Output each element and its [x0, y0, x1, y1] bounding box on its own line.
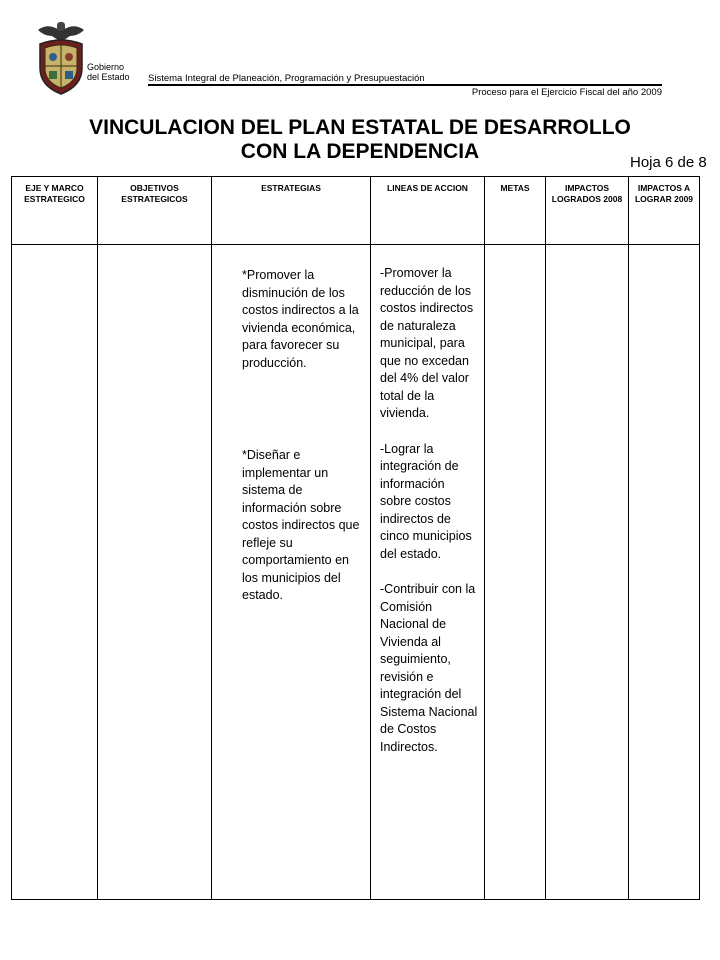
- header-divider: [148, 84, 662, 86]
- linea-item: -Promover la reducción de los costos indirectos de naturaleza municipal, para que no excedan del 4% del valor total de la vivienda.: [380, 266, 474, 420]
- estrategia-item: *Diseñar e implementar un sistema de información sobre costos indirectos que refleje su comportamiento en los municipios del estado.: [242, 448, 360, 602]
- government-label-line1: Gobierno: [87, 62, 125, 72]
- system-name: Sistema Integral de Planeación, Programación y Presupuestación: [148, 73, 425, 84]
- linea-item: -Lograr la integración de información sobre costos indirectos de cinco municipios del estado.: [380, 441, 472, 561]
- col-metas-header: METAS: [485, 177, 546, 245]
- government-label: [87, 62, 130, 82]
- cell-estrategias: [212, 245, 371, 900]
- cell-lograr: [629, 245, 700, 900]
- cell-logrados: [546, 245, 629, 900]
- col-logrados-header: IMPACTOS LOGRADOS 2008: [546, 177, 629, 245]
- page-number: Hoja 6 de 8: [630, 154, 707, 171]
- estrategia-item: *Promover la disminución de los costos indirectos a la vivienda económica, para favorecer su producción.: [242, 268, 359, 370]
- document-title: [0, 116, 720, 164]
- process-label: Proceso para el Ejercicio Fiscal del año 2009: [471, 87, 662, 98]
- document-title-line1: VINCULACION DEL PLAN ESTATAL DE DESARROLLO: [89, 116, 631, 139]
- cell-objetivos: [98, 245, 212, 900]
- col-estrategias-header: ESTRATEGIAS: [212, 177, 371, 245]
- col-eje-header: EJE Y MARCO ESTRATEGICO: [12, 177, 98, 245]
- state-seal-logo: [34, 20, 88, 96]
- cell-metas: [485, 245, 546, 900]
- table-header-row: [12, 177, 700, 245]
- table-row: [12, 245, 700, 900]
- col-objetivos-header: OBJETIVOS ESTRATEGICOS: [98, 177, 212, 245]
- linea-item: -Contribuir con la Comisión Nacional de Vivienda al seguimiento, revisión e integración del Sistema Nacional de Costos Indirectos.: [380, 582, 478, 754]
- government-label-line2: del Estado: [87, 72, 130, 82]
- col-lineas-header: LINEAS DE ACCION: [371, 177, 485, 245]
- document-title-line2: CON LA DEPENDENCIA: [240, 140, 480, 163]
- cell-lineas: [371, 245, 485, 900]
- col-lograr-header: IMPACTOS A LOGRAR 2009: [629, 177, 700, 245]
- linkage-table: [11, 176, 700, 900]
- cell-eje: [12, 245, 98, 900]
